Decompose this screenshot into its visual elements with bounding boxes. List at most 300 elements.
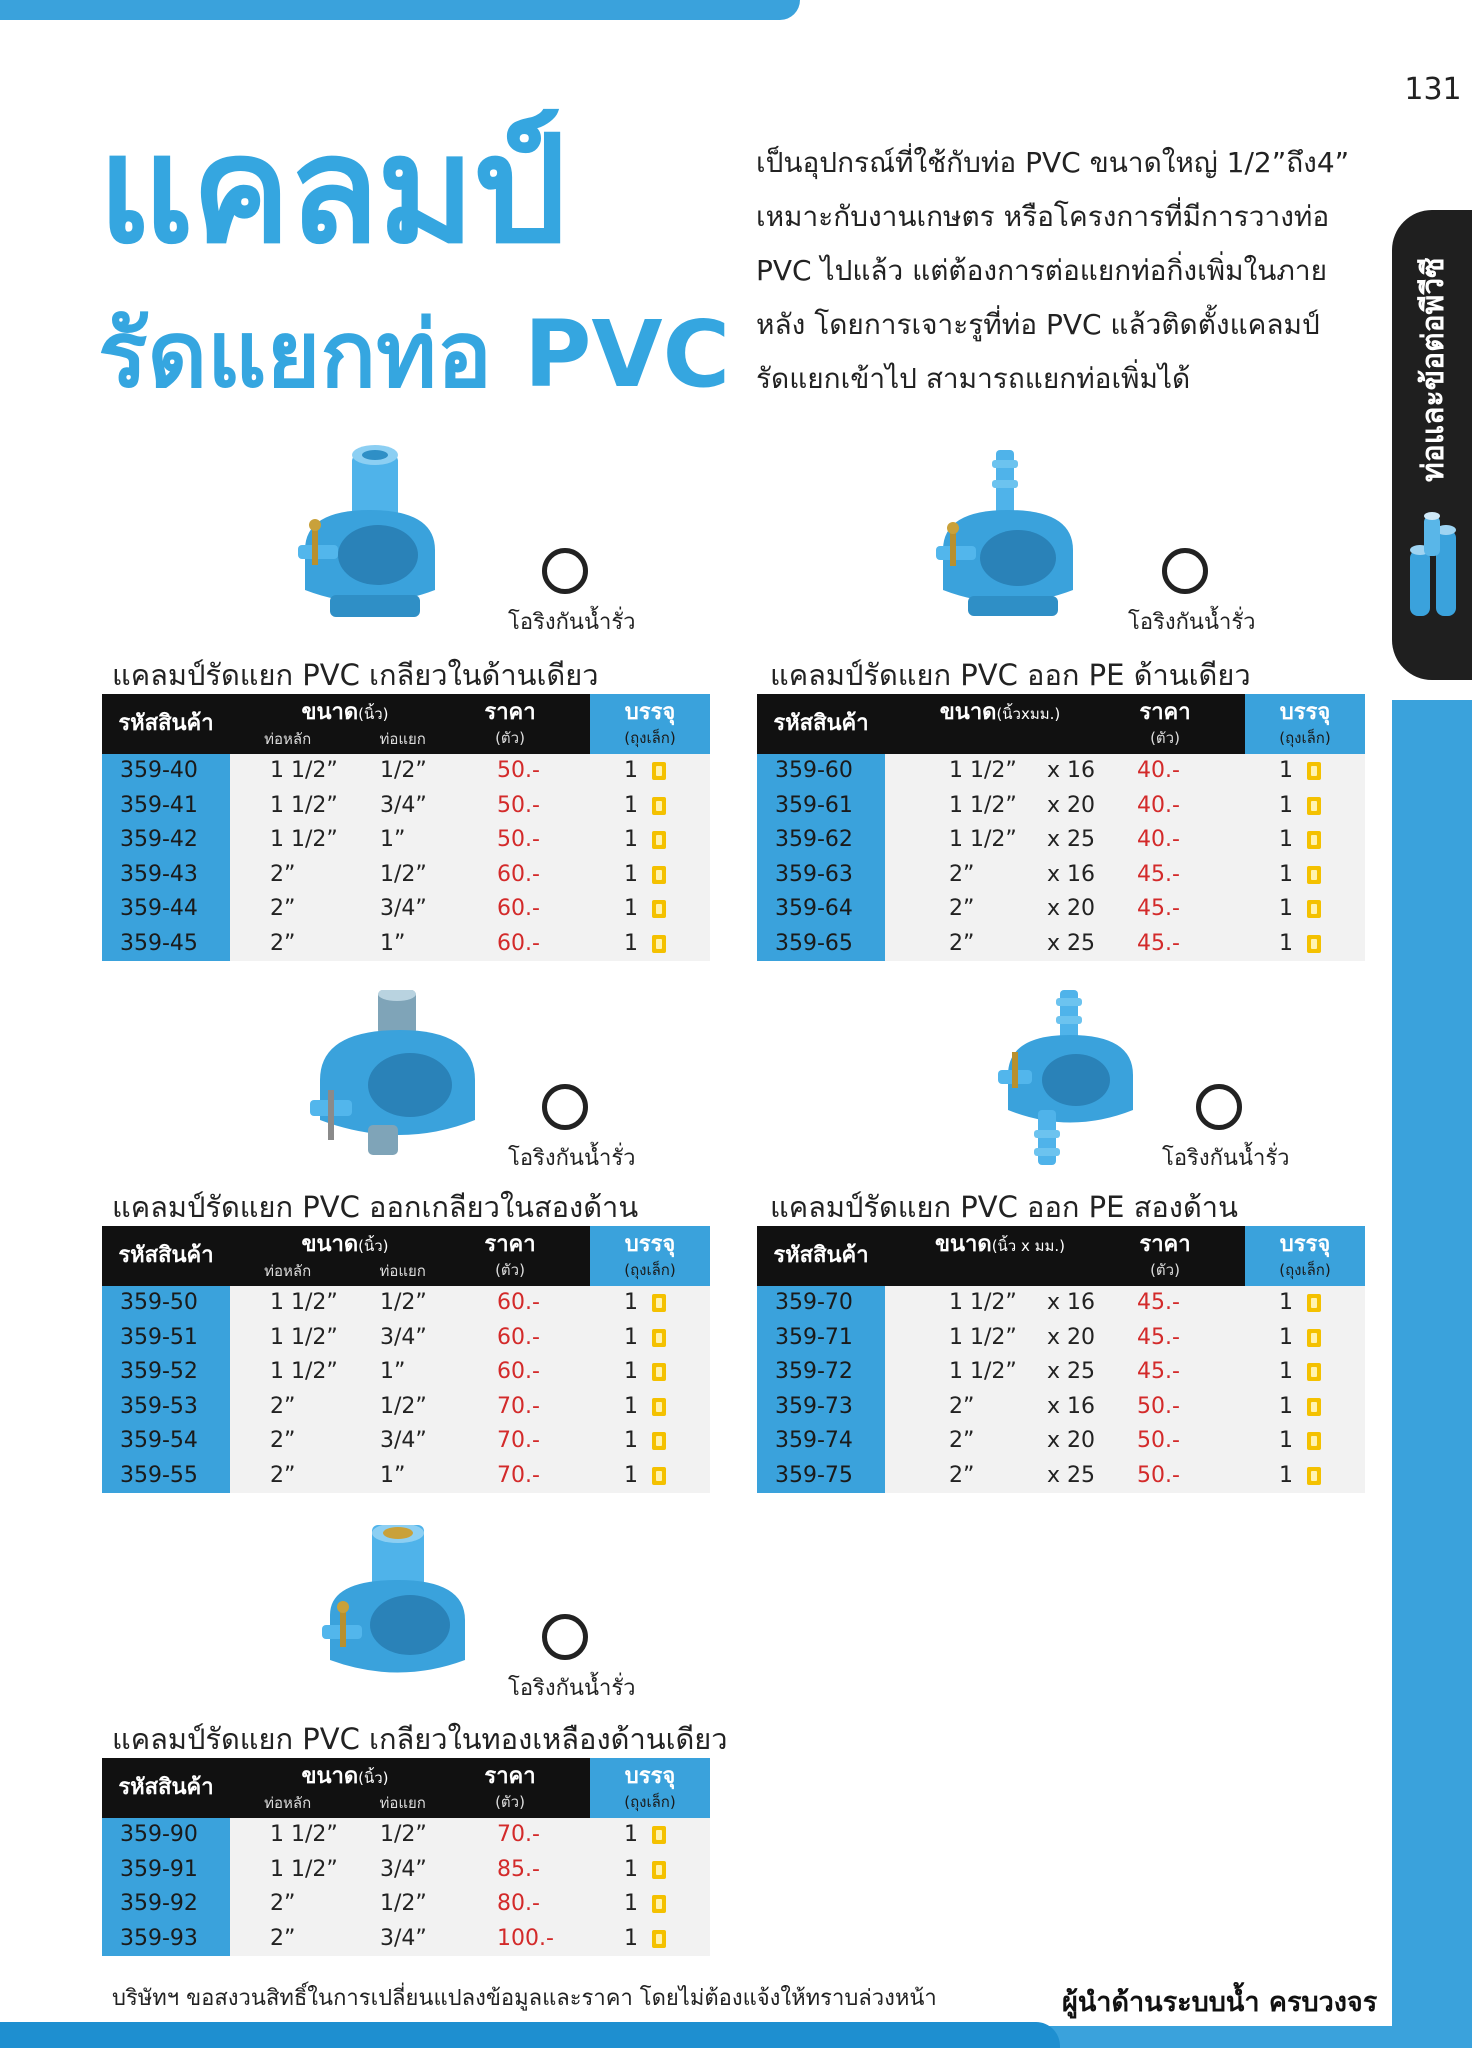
row-body [230, 892, 710, 928]
size-main: 1 1/2” [270, 1359, 338, 1384]
pack-qty: 1 [1279, 1428, 1293, 1453]
product-code: 359-55 [102, 1459, 230, 1494]
pack-bag-icon [652, 1467, 666, 1485]
pack-bag-icon [1307, 1329, 1321, 1347]
product-table-threaded-double [102, 1226, 710, 1493]
header-price-unit: (ตัว) [495, 1261, 525, 1279]
header-price-unit: (ตัว) [495, 1793, 525, 1811]
section-title: แคลมป์รัดแยก PVC ออก PE ด้านเดียว [770, 658, 1251, 692]
price-value: 50.- [497, 827, 540, 852]
header-size-unit: (นิ้ว) [358, 1237, 389, 1255]
side-tab-label: ท่อและข้อต่อพีวีซี [1416, 257, 1451, 483]
table-row [757, 823, 1365, 858]
header-main-pipe: ท่อหลัก [264, 1262, 312, 1280]
header-main-pipe: ท่อหลัก [264, 1794, 312, 1812]
size-main: 1 1/2” [949, 827, 1017, 852]
pack-qty: 1 [1279, 861, 1293, 887]
size-branch: 1/2” [380, 1393, 427, 1419]
price-value: 70.- [497, 1822, 540, 1847]
size-branch: 1/2” [380, 758, 427, 783]
price-value: 60.- [497, 896, 540, 921]
size-branch: 3/4” [380, 896, 427, 921]
description-line: เป็นอุปกรณ์ที่ใช้กับท่อ PVC ขนาดใหญ่ 1/2”ถึง4” [756, 146, 1350, 179]
pack-bag-icon [1307, 1363, 1321, 1381]
size-branch: 1/2” [380, 861, 427, 887]
price-value: 40.- [1137, 758, 1180, 783]
size-main: 1 1/2” [949, 1324, 1017, 1350]
table-header [757, 1226, 1365, 1286]
size-branch: 1” [380, 1462, 406, 1488]
size-main: 1 1/2” [949, 792, 1017, 818]
header-code [757, 694, 885, 754]
pack-bag-icon [1307, 1398, 1321, 1416]
header-size-unit: (นิ้ว) [358, 705, 389, 723]
product-code: 359-42 [102, 823, 230, 858]
product-code: 359-91 [102, 1853, 230, 1888]
product-code: 359-62 [757, 823, 885, 858]
table-row [102, 1355, 710, 1390]
oring-label: โอริงกันน้ำรั่ว [1162, 1146, 1290, 1171]
header-size-sub [230, 729, 460, 749]
header-price-label: ราคา [484, 700, 536, 725]
table-row [102, 1853, 710, 1888]
size-branch: 3/4” [380, 1925, 427, 1951]
row-body [230, 1286, 710, 1322]
pack-qty: 1 [1279, 792, 1293, 818]
header-pack [590, 694, 710, 754]
product-code: 359-44 [102, 892, 230, 927]
product-code: 359-65 [757, 927, 885, 962]
size-branch: 1/2” [380, 1822, 427, 1847]
size-branch: x 25 [1047, 930, 1096, 956]
size-main: 2” [949, 930, 975, 956]
row-body [230, 754, 710, 790]
product-code: 359-92 [102, 1887, 230, 1922]
pack-bag-icon [652, 866, 666, 884]
row-body [230, 789, 710, 825]
product-code: 359-72 [757, 1355, 885, 1390]
pack-qty: 1 [1279, 1290, 1293, 1315]
footer-disclaimer: บริษัทฯ ขอสงวนสิทธิ์ในการเปลี่ยนแปลงข้อมูลและราคา โดยไม่ต้องแจ้งให้ทราบล่วงหน้า [112, 1986, 937, 2011]
description-line: PVC ไปแล้ว แต่ต้องการต่อแยกท่อกิ่งเพิ่มในภาย [756, 254, 1327, 287]
size-branch: 1/2” [380, 1891, 427, 1916]
header-size [230, 694, 460, 754]
product-table-brass-single [102, 1758, 710, 1956]
price-value: 60.- [497, 1324, 540, 1350]
product-code: 359-63 [757, 858, 885, 893]
section-title: แคลมป์รัดแยก PVC ออก PE สองด้าน [770, 1190, 1238, 1224]
header-size-label [885, 694, 1115, 729]
pack-qty: 1 [624, 1393, 638, 1419]
pack-qty: 1 [1279, 930, 1293, 956]
header-size-text: ขนาด [301, 1232, 359, 1257]
size-branch: x 25 [1047, 1462, 1096, 1488]
pack-qty: 1 [624, 930, 638, 956]
header-price [1115, 694, 1215, 754]
size-main: 2” [270, 1462, 296, 1488]
pack-bag-icon [652, 1930, 666, 1948]
oring-label: โอริงกันน้ำรั่ว [508, 1676, 636, 1701]
product-code: 359-93 [102, 1922, 230, 1957]
size-main: 1 1/2” [949, 1359, 1017, 1384]
page-title: แคลมป์ [98, 104, 565, 276]
size-branch: 3/4” [380, 1428, 427, 1453]
table-header [102, 694, 710, 754]
product-code: 359-41 [102, 789, 230, 824]
price-value: 45.- [1137, 1359, 1180, 1384]
product-code: 359-50 [102, 1286, 230, 1321]
row-body [230, 927, 710, 963]
header-size [230, 1226, 460, 1286]
product-table-pe-single [757, 694, 1365, 961]
header-price [460, 694, 560, 754]
product-code: 359-73 [757, 1390, 885, 1425]
section-title: แคลมป์รัดแยก PVC ออกเกลียวในสองด้าน [112, 1190, 639, 1224]
size-branch: x 20 [1047, 1324, 1096, 1350]
header-pack-label: บรรจุ [1279, 1232, 1331, 1257]
row-body [885, 1424, 1365, 1460]
price-value: 45.- [1137, 861, 1180, 887]
header-size-unit: (นิ้ว x มม.) [991, 1237, 1066, 1255]
table-row [102, 892, 710, 927]
pack-qty: 1 [1279, 758, 1293, 783]
header-price-unit: (ตัว) [1150, 729, 1180, 747]
pack-bag-icon [1307, 762, 1321, 780]
table-row [757, 1355, 1365, 1390]
table-row [102, 1922, 710, 1957]
product-table-pe-double [757, 1226, 1365, 1493]
pack-qty: 1 [1279, 827, 1293, 852]
header-size-label [230, 1758, 460, 1793]
header-pack-label: บรรจุ [624, 1232, 676, 1257]
header-price-label: ราคา [484, 1232, 536, 1257]
pack-qty: 1 [624, 1324, 638, 1350]
size-branch: x 16 [1047, 861, 1096, 887]
row-body [230, 858, 710, 894]
header-price-label: ราคา [1139, 700, 1191, 725]
pack-qty: 1 [1279, 1359, 1293, 1384]
size-branch: 3/4” [380, 1856, 427, 1882]
header-size-text: ขนาด [301, 1764, 359, 1789]
oring-icon [542, 1084, 588, 1130]
page-subtitle: รัดแยกท่อ PVC [98, 301, 731, 408]
product-image-pe-double [998, 990, 1138, 1170]
pack-bag-icon [652, 935, 666, 953]
table-row [102, 1818, 710, 1853]
price-value: 40.- [1137, 827, 1180, 852]
price-value: 45.- [1137, 930, 1180, 956]
table-row [757, 789, 1365, 824]
size-main: 2” [270, 1891, 296, 1916]
product-code: 359-71 [757, 1321, 885, 1356]
pack-qty: 1 [624, 1428, 638, 1453]
pack-bag-icon [652, 1432, 666, 1450]
row-body [885, 754, 1365, 790]
table-row [102, 1286, 710, 1321]
size-main: 1 1/2” [949, 758, 1017, 783]
price-value: 50.- [1137, 1428, 1180, 1453]
header-pack-unit: (ถุงเล็ก) [1279, 1261, 1331, 1279]
table-row [757, 1390, 1365, 1425]
price-value: 45.- [1137, 1324, 1180, 1350]
header-code-label: รหัสสินค้า [773, 1243, 869, 1268]
header-code-label: รหัสสินค้า [118, 1243, 214, 1268]
pack-bag-icon [652, 1398, 666, 1416]
price-value: 50.- [1137, 1393, 1180, 1419]
size-main: 1 1/2” [270, 1324, 338, 1350]
pack-bag-icon [1307, 935, 1321, 953]
size-main: 2” [949, 896, 975, 921]
price-value: 85.- [497, 1856, 540, 1882]
row-body [885, 1390, 1365, 1426]
size-main: 1 1/2” [270, 1822, 338, 1847]
price-value: 60.- [497, 861, 540, 887]
pack-qty: 1 [624, 1822, 638, 1847]
product-code: 359-54 [102, 1424, 230, 1459]
price-value: 70.- [497, 1393, 540, 1419]
table-row [102, 1424, 710, 1459]
table-header [757, 694, 1365, 754]
table-row [102, 1321, 710, 1356]
size-main: 2” [949, 861, 975, 887]
price-value: 45.- [1137, 1290, 1180, 1315]
price-value: 40.- [1137, 792, 1180, 818]
product-code: 359-52 [102, 1355, 230, 1390]
pack-bag-icon [652, 1294, 666, 1312]
row-body [230, 1390, 710, 1426]
product-code: 359-60 [757, 754, 885, 789]
header-size-text: ขนาด [934, 1232, 992, 1257]
description-line: เหมาะกับงานเกษตร หรือโครงการที่มีการวางท่อ [756, 200, 1330, 233]
size-main: 2” [270, 861, 296, 887]
size-branch: x 16 [1047, 1290, 1096, 1315]
table-row [757, 858, 1365, 893]
header-branch-pipe: ท่อแยก [379, 1794, 426, 1812]
pack-qty: 1 [1279, 1462, 1293, 1488]
product-code: 359-53 [102, 1390, 230, 1425]
product-code: 359-40 [102, 754, 230, 789]
header-pack [1245, 1226, 1365, 1286]
size-main: 2” [270, 930, 296, 956]
size-branch: x 25 [1047, 1359, 1096, 1384]
header-code [757, 1226, 885, 1286]
price-value: 70.- [497, 1428, 540, 1453]
product-image-brass-single [320, 1525, 470, 1695]
header-pack [590, 1226, 710, 1286]
table-row [102, 927, 710, 962]
pack-qty: 1 [624, 827, 638, 852]
header-main-pipe: ท่อหลัก [264, 730, 312, 748]
header-price [460, 1758, 560, 1818]
table-row [757, 1424, 1365, 1459]
table-row [102, 823, 710, 858]
product-code: 359-61 [757, 789, 885, 824]
pack-qty: 1 [624, 896, 638, 921]
pack-bag-icon [1307, 797, 1321, 815]
header-pack-unit: (ถุงเล็ก) [624, 1793, 676, 1811]
row-body [230, 1887, 710, 1923]
row-body [885, 823, 1365, 859]
table-row [102, 1390, 710, 1425]
side-blue-bar [1392, 700, 1472, 2048]
header-pack-unit: (ถุงเล็ก) [624, 1261, 676, 1279]
table-row [757, 1286, 1365, 1321]
header-code-label: รหัสสินค้า [118, 1775, 214, 1800]
header-code [102, 1226, 230, 1286]
product-table-threaded-single [102, 694, 710, 961]
table-row [102, 1887, 710, 1922]
header-price [460, 1226, 560, 1286]
pack-qty: 1 [624, 1856, 638, 1882]
size-branch: x 16 [1047, 758, 1096, 783]
row-body [885, 892, 1365, 928]
header-code-label: รหัสสินค้า [118, 711, 214, 736]
pack-qty: 1 [1279, 1324, 1293, 1350]
row-body [885, 1286, 1365, 1322]
size-branch: x 20 [1047, 1428, 1096, 1453]
size-branch: x 25 [1047, 827, 1096, 852]
row-body [885, 1321, 1365, 1357]
pipe-stack-icon [1406, 510, 1462, 620]
price-value: 50.- [497, 758, 540, 783]
row-body [230, 1853, 710, 1889]
size-main: 1 1/2” [270, 758, 338, 783]
table-header [102, 1758, 710, 1818]
pack-bag-icon [1307, 831, 1321, 849]
pack-bag-icon [652, 1329, 666, 1347]
product-code: 359-75 [757, 1459, 885, 1494]
header-pack-label: บรรจุ [1279, 700, 1331, 725]
price-value: 50.- [497, 792, 540, 818]
pack-bag-icon [652, 1826, 666, 1844]
size-branch: 3/4” [380, 1324, 427, 1350]
product-image-threaded-double [310, 990, 480, 1170]
size-branch: 1” [380, 930, 406, 956]
header-code [102, 1758, 230, 1818]
oring-icon [1196, 1084, 1242, 1130]
pack-bag-icon [1307, 1294, 1321, 1312]
table-row [102, 858, 710, 893]
price-value: 60.- [497, 1290, 540, 1315]
price-value: 70.- [497, 1462, 540, 1488]
row-body [885, 1459, 1365, 1495]
size-branch: x 20 [1047, 792, 1096, 818]
pack-qty: 1 [1279, 896, 1293, 921]
top-accent-bar [0, 0, 800, 20]
header-size-sub [230, 1261, 460, 1281]
section-title: แคลมป์รัดแยก PVC เกลียวในทองเหลืองด้านเดียว [112, 1722, 728, 1756]
header-pack-label: บรรจุ [624, 700, 676, 725]
product-code: 359-43 [102, 858, 230, 893]
header-size [230, 1758, 460, 1818]
table-header [102, 1226, 710, 1286]
product-image-threaded-single [290, 440, 440, 630]
size-main: 1 1/2” [270, 1290, 338, 1315]
size-branch: x 20 [1047, 896, 1096, 921]
table-row [102, 754, 710, 789]
price-value: 80.- [497, 1891, 540, 1916]
table-row [757, 754, 1365, 789]
table-row [757, 1459, 1365, 1494]
table-row [757, 927, 1365, 962]
description-line: รัดแยกเข้าไป สามารถแยกท่อเพิ่มได้ [756, 362, 1191, 395]
size-main: 1 1/2” [949, 1290, 1017, 1315]
header-size-sub [230, 1793, 460, 1813]
size-main: 1 1/2” [270, 1856, 338, 1882]
pack-qty: 1 [624, 861, 638, 887]
size-branch: 1/2” [380, 1290, 427, 1315]
row-body [230, 1355, 710, 1391]
pack-qty: 1 [624, 1462, 638, 1488]
header-size-unit: (นิ้วxมม.) [996, 705, 1061, 723]
row-body [230, 1321, 710, 1357]
table-row [757, 892, 1365, 927]
oring-icon [542, 548, 588, 594]
section-title: แคลมป์รัดแยก PVC เกลียวในด้านเดียว [112, 658, 599, 692]
pack-bag-icon [652, 1363, 666, 1381]
pack-bag-icon [1307, 866, 1321, 884]
product-code: 359-90 [102, 1818, 230, 1853]
pack-qty: 1 [624, 1925, 638, 1951]
pack-bag-icon [1307, 900, 1321, 918]
pack-qty: 1 [624, 1290, 638, 1315]
footer-slogan: ผู้นำด้านระบบน้ำ ครบวงจร [1062, 1987, 1378, 2018]
header-price-unit: (ตัว) [495, 729, 525, 747]
product-code: 359-64 [757, 892, 885, 927]
pack-bag-icon [652, 797, 666, 815]
header-price-label: ราคา [1139, 1232, 1191, 1257]
header-pack [1245, 694, 1365, 754]
product-code: 359-51 [102, 1321, 230, 1356]
pack-bag-icon [652, 831, 666, 849]
size-main: 2” [270, 896, 296, 921]
pack-qty: 1 [624, 1891, 638, 1916]
pack-bag-icon [652, 1895, 666, 1913]
size-branch: x 16 [1047, 1393, 1096, 1419]
header-pack [590, 1758, 710, 1818]
description-line: หลัง โดยการเจาะรูที่ท่อ PVC แล้วติดตั้งแคลมป์ [756, 308, 1320, 341]
header-size-text: ขนาด [939, 700, 997, 725]
product-code: 359-45 [102, 927, 230, 962]
table-row [102, 1459, 710, 1494]
size-main: 2” [949, 1393, 975, 1419]
pack-bag-icon [652, 900, 666, 918]
row-body [885, 927, 1365, 963]
pack-bag-icon [652, 1861, 666, 1879]
bottom-accent-bar-dark [0, 2022, 1060, 2048]
size-main: 1 1/2” [270, 792, 338, 818]
header-pack-unit: (ถุงเล็ก) [624, 729, 676, 747]
row-body [230, 1818, 710, 1854]
header-size-unit: (นิ้ว) [358, 1769, 389, 1787]
size-main: 2” [270, 1428, 296, 1453]
pack-bag-icon [1307, 1432, 1321, 1450]
row-body [230, 1459, 710, 1495]
size-branch: 1” [380, 827, 406, 852]
pack-qty: 1 [624, 758, 638, 783]
price-value: 60.- [497, 930, 540, 956]
header-code-label: รหัสสินค้า [773, 711, 869, 736]
header-branch-pipe: ท่อแยก [379, 730, 426, 748]
oring-label: โอริงกันน้ำรั่ว [508, 1146, 636, 1171]
product-description [756, 136, 1356, 406]
page-number: 131 [1404, 72, 1462, 107]
table-row [102, 789, 710, 824]
table-row [757, 1321, 1365, 1356]
price-value: 60.- [497, 1359, 540, 1384]
header-size [885, 694, 1115, 754]
header-size-label [230, 694, 460, 729]
